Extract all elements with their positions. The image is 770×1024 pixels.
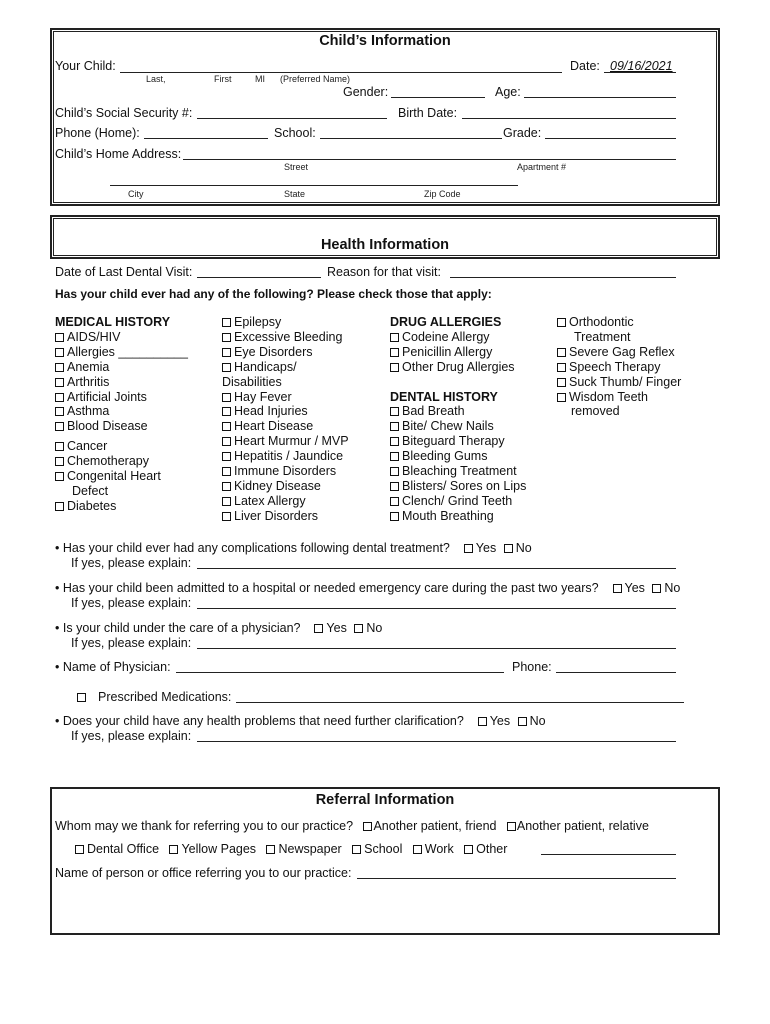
physician-name-label: • Name of Physician:	[55, 660, 171, 674]
checkbox-icon[interactable]	[55, 502, 64, 511]
checkbox-icon[interactable]	[222, 467, 231, 476]
question-hospital: • Has your child been admitted to a hospital or needed emergency care during the past two years? Yes No	[55, 581, 681, 595]
health-info-title: Health Information	[320, 237, 450, 253]
checkbox-icon[interactable]	[222, 437, 231, 446]
condition-item[interactable]: Allergies __________	[55, 345, 188, 360]
condition-item[interactable]: Heart Murmur / MVP	[222, 434, 349, 449]
referral-question: Whom may we thank for referring you to our practice? Another patient, friend Another patient, relative	[55, 819, 649, 833]
checkbox-icon[interactable]	[390, 437, 399, 446]
city-state-zip-field[interactable]	[110, 185, 518, 186]
gender-label: Gender:	[343, 85, 389, 99]
home-address-label: Child’s Home Address:	[55, 147, 182, 161]
sublabel-first: First	[214, 74, 232, 84]
checkbox-icon[interactable]	[55, 472, 64, 481]
checkbox-icon[interactable]	[222, 333, 231, 342]
condition-item[interactable]: Other Drug Allergies	[390, 360, 526, 375]
condition-item[interactable]: Liver Disorders	[222, 509, 349, 524]
checkbox-icon[interactable]	[222, 422, 231, 431]
condition-item[interactable]: Excessive Bleeding	[222, 330, 349, 345]
sublabel-last: Last,	[146, 74, 166, 84]
no-checkbox[interactable]	[652, 584, 661, 593]
ssn-label: Child’s Social Security #:	[55, 106, 193, 120]
explain-label: If yes, please explain:	[71, 556, 192, 570]
street-field[interactable]	[183, 159, 676, 160]
condition-item[interactable]: Chemotherapy	[55, 454, 188, 469]
question-complications: • Has your child ever had any complications following dental treatment? Yes No	[55, 541, 532, 555]
explain-label: If yes, please explain:	[71, 596, 192, 610]
condition-item[interactable]: Orthodontic	[557, 315, 681, 330]
condition-item[interactable]: Bleaching Treatment	[390, 464, 526, 479]
checkbox-icon[interactable]	[557, 318, 566, 327]
medications-checkbox[interactable]	[77, 693, 86, 702]
condition-item[interactable]: Blisters/ Sores on Lips	[390, 479, 526, 494]
checkbox-icon[interactable]	[222, 393, 231, 402]
yes-checkbox[interactable]	[478, 717, 487, 726]
checkbox-icon[interactable]	[55, 442, 64, 451]
checkbox-icon[interactable]	[390, 512, 399, 521]
question-physician-care: • Is your child under the care of a physician? Yes No	[55, 621, 383, 635]
checkbox-icon[interactable]	[222, 497, 231, 506]
condition-item[interactable]: Clench/ Grind Teeth	[390, 494, 526, 509]
visit-reason-field[interactable]	[450, 277, 676, 278]
condition-item-continuation: Treatment	[574, 329, 631, 344]
condition-item[interactable]: Mouth Breathing	[390, 509, 526, 524]
yellow-pages-checkbox[interactable]	[169, 845, 178, 854]
condition-item[interactable]: Biteguard Therapy	[390, 434, 526, 449]
checkbox-icon[interactable]	[390, 467, 399, 476]
date-label: Date:	[570, 59, 600, 73]
checkbox-icon[interactable]	[55, 378, 64, 387]
explain-field[interactable]	[197, 648, 676, 649]
yes-checkbox[interactable]	[613, 584, 622, 593]
checkbox-icon[interactable]	[390, 407, 399, 416]
checkbox-icon[interactable]	[557, 363, 566, 372]
sublabel-city: City	[128, 189, 144, 199]
checkbox-icon[interactable]	[557, 348, 566, 357]
condition-item[interactable]: Diabetes	[55, 499, 188, 514]
relative-checkbox[interactable]	[507, 822, 516, 831]
explain-field[interactable]	[197, 568, 676, 569]
yes-checkbox[interactable]	[314, 624, 323, 633]
checkbox-icon[interactable]	[55, 457, 64, 466]
grade-label: Grade:	[503, 126, 542, 140]
checkbox-icon[interactable]	[390, 497, 399, 506]
newspaper-checkbox[interactable]	[266, 845, 275, 854]
checkbox-icon[interactable]	[222, 482, 231, 491]
condition-item[interactable]: Cancer	[55, 439, 188, 454]
age-field[interactable]	[524, 97, 676, 98]
age-label: Age:	[495, 85, 521, 99]
checkbox-icon[interactable]	[390, 348, 399, 357]
checkbox-icon[interactable]	[390, 333, 399, 342]
referral-info-section	[50, 787, 720, 935]
dental-office-checkbox[interactable]	[75, 845, 84, 854]
prescribed-medications-field[interactable]	[236, 702, 684, 703]
checkbox-icon[interactable]	[390, 482, 399, 491]
birth-date-field[interactable]	[462, 118, 676, 119]
friend-checkbox[interactable]	[363, 822, 372, 831]
drug-allergies-heading: DRUG ALLERGIES	[390, 315, 502, 329]
condition-item[interactable]: Artificial Joints	[55, 390, 188, 405]
checkbox-icon[interactable]	[222, 318, 231, 327]
condition-item[interactable]: Anemia	[55, 360, 188, 375]
no-checkbox[interactable]	[504, 544, 513, 553]
condition-item[interactable]: Heart Disease	[222, 419, 349, 434]
sublabel-preferred: (Preferred Name)	[280, 74, 351, 84]
condition-item[interactable]: Hepatitis / Jaundice	[222, 449, 349, 464]
condition-item[interactable]: Penicillin Allergy	[390, 345, 526, 360]
work-checkbox[interactable]	[413, 845, 422, 854]
last-visit-field[interactable]	[197, 277, 321, 278]
explain-label: If yes, please explain:	[71, 636, 192, 650]
drug-dental-column	[390, 315, 526, 524]
dental-history-heading: DENTAL HISTORY	[390, 389, 498, 404]
prescribed-medications-label: Prescribed Medications:	[77, 690, 231, 704]
condition-item[interactable]: Eye Disorders	[222, 345, 349, 360]
condition-item-continuation: Defect	[72, 483, 109, 498]
checkbox-icon[interactable]	[390, 452, 399, 461]
condition-item[interactable]: Head Injuries	[222, 404, 349, 419]
your-child-label: Your Child:	[55, 59, 116, 73]
condition-item[interactable]: Latex Allergy	[222, 494, 349, 509]
checkbox-icon[interactable]	[390, 363, 399, 372]
dental-history-column-2	[557, 315, 681, 419]
checkbox-icon[interactable]	[55, 333, 64, 342]
checkbox-icon[interactable]	[222, 348, 231, 357]
yes-checkbox[interactable]	[464, 544, 473, 553]
condition-item[interactable]: Hay Fever	[222, 390, 349, 405]
school-checkbox[interactable]	[352, 845, 361, 854]
other-referral-field[interactable]	[541, 854, 676, 855]
home-phone-label: Phone (Home):	[55, 126, 140, 140]
condition-item[interactable]: Wisdom Teeth	[557, 390, 681, 405]
checkbox-icon[interactable]	[55, 363, 64, 372]
other-checkbox[interactable]	[464, 845, 473, 854]
condition-item[interactable]: Speech Therapy	[557, 360, 681, 375]
checkbox-icon[interactable]	[222, 407, 231, 416]
last-visit-label: Date of Last Dental Visit:	[55, 265, 193, 279]
conditions-column-2	[222, 315, 349, 524]
gender-field[interactable]	[391, 97, 485, 98]
condition-item[interactable]: Handicaps/	[222, 360, 349, 375]
checkbox-icon[interactable]	[557, 393, 566, 402]
condition-item[interactable]: Severe Gag Reflex	[557, 345, 681, 360]
explain-label: If yes, please explain:	[71, 729, 192, 743]
date-field[interactable]: 09/16/2021	[610, 59, 673, 73]
birth-date-label: Birth Date:	[398, 106, 458, 120]
physician-name-field[interactable]	[176, 672, 504, 673]
condition-item[interactable]: Codeine Allergy	[390, 330, 526, 345]
sublabel-apartment: Apartment #	[517, 162, 567, 172]
condition-item[interactable]: Immune Disorders	[222, 464, 349, 479]
condition-item[interactable]: Bad Breath	[390, 404, 526, 419]
ssn-field[interactable]	[197, 118, 387, 119]
referrer-name-field[interactable]	[357, 878, 676, 879]
physician-phone-field[interactable]	[556, 672, 676, 673]
checkbox-icon[interactable]	[55, 348, 64, 357]
checkbox-icon[interactable]	[222, 452, 231, 461]
explain-field[interactable]	[197, 608, 676, 609]
checkbox-icon[interactable]	[557, 378, 566, 387]
conditions-question: Has your child ever had any of the following? Please check those that apply:	[55, 287, 492, 301]
referral-info-title: Referral Information	[315, 792, 455, 808]
home-phone-field[interactable]	[144, 138, 268, 139]
referrer-name-label: Name of person or office referring you to our practice:	[55, 866, 352, 880]
sublabel-state: State	[284, 189, 306, 199]
condition-item[interactable]: Epilepsy	[222, 315, 349, 330]
explain-field[interactable]	[197, 741, 676, 742]
checkbox-icon[interactable]	[390, 422, 399, 431]
condition-item[interactable]: Asthma	[55, 404, 188, 419]
checkbox-icon[interactable]	[55, 407, 64, 416]
condition-item[interactable]: Suck Thumb/ Finger	[557, 375, 681, 390]
sublabel-mi: MI	[255, 74, 265, 84]
no-checkbox[interactable]	[354, 624, 363, 633]
sublabel-zip: Zip Code	[424, 189, 461, 199]
referral-options: Dental Office Yellow Pages Newspaper School Work Other	[75, 842, 507, 856]
checkbox-icon[interactable]	[55, 422, 64, 431]
date-underline	[604, 72, 676, 73]
condition-item-continuation: Disabilities	[222, 374, 282, 389]
sublabel-street: Street	[284, 162, 309, 172]
school-field[interactable]	[320, 138, 502, 139]
condition-item[interactable]: Congenital Heart	[55, 469, 188, 484]
checkbox-icon[interactable]	[55, 393, 64, 402]
checkbox-icon[interactable]	[222, 363, 231, 372]
no-checkbox[interactable]	[518, 717, 527, 726]
checkbox-icon[interactable]	[222, 512, 231, 521]
condition-item[interactable]: Bleeding Gums	[390, 449, 526, 464]
grade-field[interactable]	[545, 138, 676, 139]
child-info-title: Child’s Information	[319, 33, 451, 49]
condition-item[interactable]: Blood Disease	[55, 419, 188, 434]
question-health-problems: • Does your child have any health problems that need further clarification? Yes No	[55, 714, 546, 728]
school-label: School:	[274, 126, 316, 140]
condition-item[interactable]: Bite/ Chew Nails	[390, 419, 526, 434]
medical-history-heading: MEDICAL HISTORY	[55, 315, 171, 329]
physician-phone-label: Phone:	[512, 660, 552, 674]
condition-item[interactable]: Kidney Disease	[222, 479, 349, 494]
condition-item[interactable]: AIDS/HIV	[55, 330, 188, 345]
your-child-field[interactable]	[120, 72, 562, 73]
visit-reason-label: Reason for that visit:	[327, 265, 441, 279]
medical-history-column	[55, 315, 188, 514]
condition-item-continuation: removed	[571, 404, 620, 419]
condition-item[interactable]: Arthritis	[55, 375, 188, 390]
